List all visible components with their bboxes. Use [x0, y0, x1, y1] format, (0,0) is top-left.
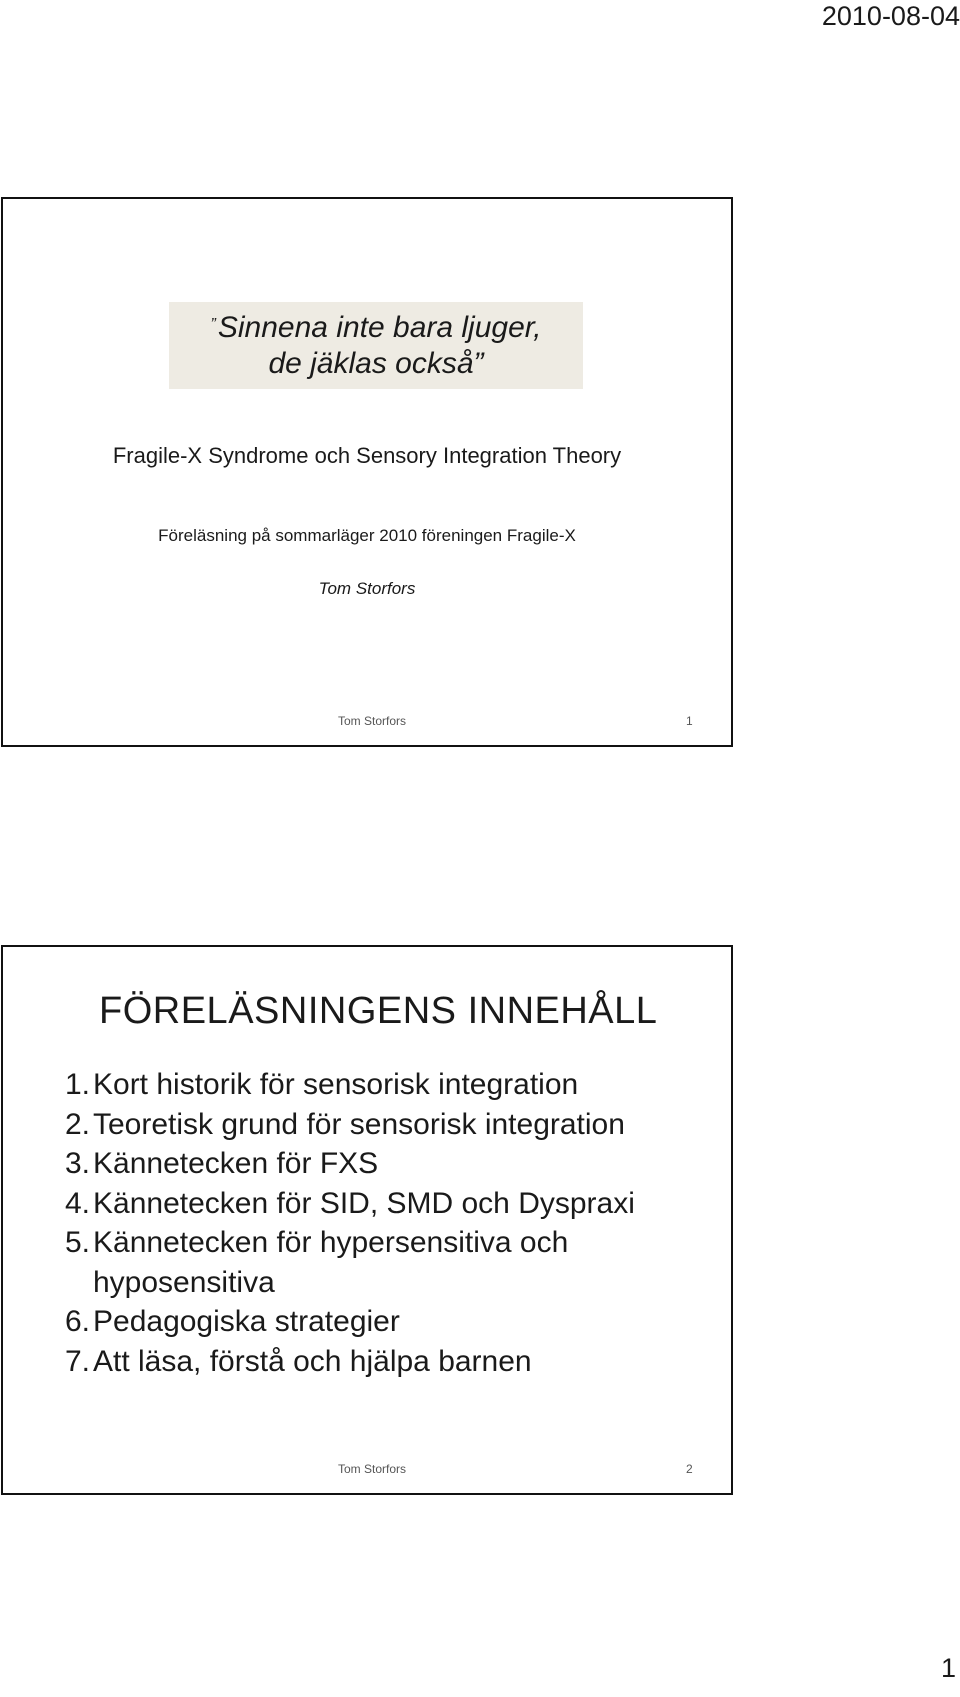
quote-line-2 — [169, 344, 583, 384]
quote-line-2-text: de jäklas också — [268, 347, 474, 380]
quote-mark: ” — [210, 316, 216, 333]
slide-1 — [1, 197, 733, 747]
slide-footer-name: Tom Storfors — [338, 1462, 407, 1476]
list-item-number: 5. — [65, 1226, 91, 1259]
slide-subtitle: Fragile-X Syndrome och Sensory Integration Theory — [112, 443, 622, 468]
list-item-text: Kort historik för sensorisk integration — [93, 1068, 579, 1101]
list-item-text: Kännetecken för SID, SMD och Dyspraxi — [93, 1186, 635, 1220]
list-item-text: Pedagogiska strategier — [93, 1305, 400, 1338]
list-item — [65, 1184, 653, 1224]
author-name: Tom Storfors — [318, 579, 416, 598]
list-item — [65, 1105, 653, 1145]
list-item-number: 1. — [65, 1068, 91, 1101]
list-item-text: Kännetecken för hypersensitiva och hyposensitiva — [93, 1226, 569, 1299]
list-item-number: 6. — [65, 1305, 91, 1338]
list-item — [65, 1223, 653, 1302]
quote-line-1-text: Sinnena inte bara ljuger, — [217, 311, 542, 344]
contents-list — [65, 1065, 653, 1381]
quote-box — [169, 302, 583, 389]
slide-footer-name: Tom Storfors — [338, 714, 407, 728]
list-item — [65, 1342, 653, 1382]
quote-line-1 — [169, 305, 583, 348]
list-item-number: 7. — [65, 1344, 91, 1378]
list-item-text: Teoretisk grund för sensorisk integration — [93, 1107, 625, 1141]
page-number: 1 — [940, 1653, 956, 1683]
list-item-number: 3. — [65, 1147, 91, 1180]
list-item — [65, 1065, 653, 1105]
slide-title: FÖRELÄSNINGENS INNEHÅLL — [99, 990, 658, 1032]
slide-footer-number: 1 — [686, 714, 693, 728]
list-item — [65, 1144, 653, 1184]
list-item — [65, 1302, 653, 1342]
list-item-text: Att läsa, förstå och hjälpa barnen — [93, 1344, 532, 1378]
list-item-number: 4. — [65, 1186, 91, 1220]
slide-footer-number: 2 — [686, 1462, 693, 1476]
slide-2 — [1, 945, 733, 1495]
list-item-text: Kännetecken för FXS — [93, 1147, 379, 1180]
quote-close-mark: ” — [473, 347, 484, 380]
list-item-number: 2. — [65, 1107, 91, 1141]
page-date: 2010-08-04 — [821, 1, 960, 31]
event-description: Föreläsning på sommarläger 2010 föreningen Fragile-X — [158, 526, 576, 545]
